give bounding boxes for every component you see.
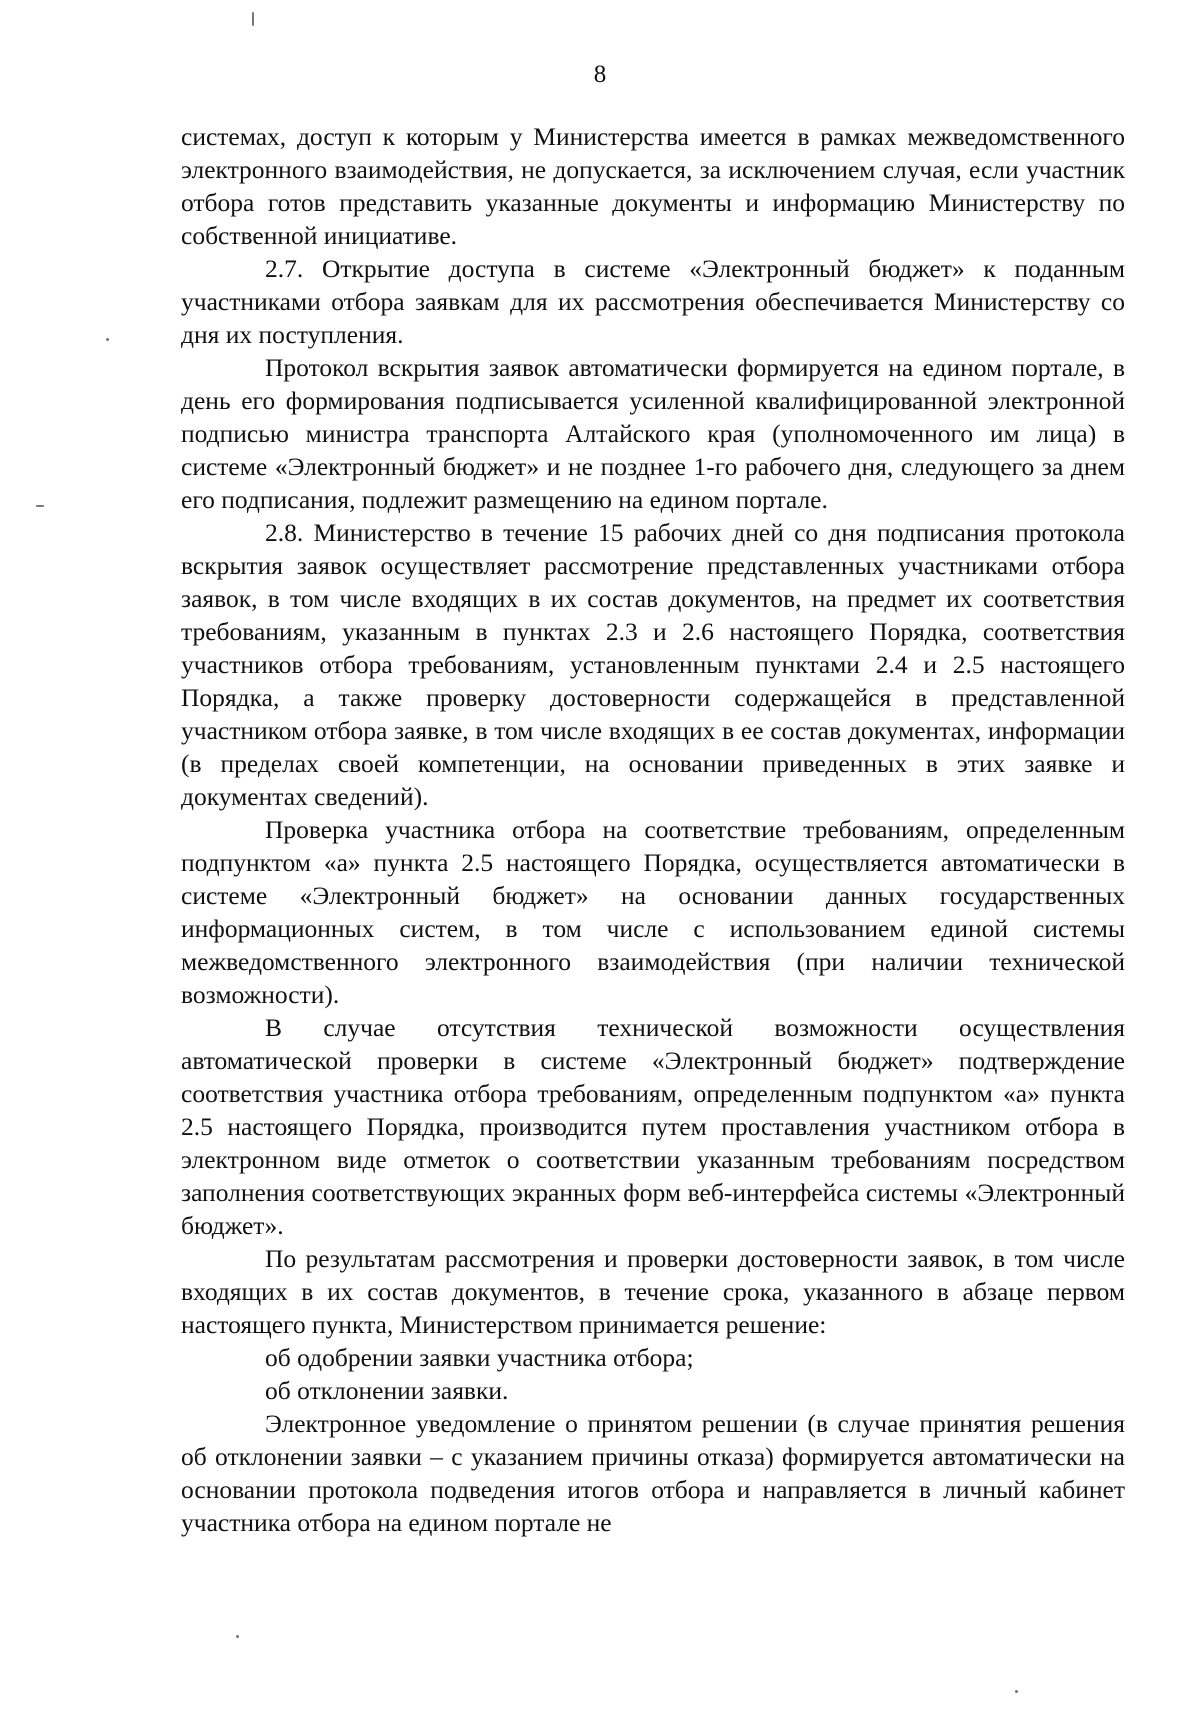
scan-speck bbox=[1015, 1690, 1018, 1693]
scan-speck bbox=[236, 1635, 239, 1638]
document-body bbox=[181, 120, 1125, 1539]
scan-speck bbox=[106, 338, 109, 341]
paragraph-notification: Электронное уведомление о принятом решении (в случае принятия решения об отклонении заявки – с указанием причины отказа) формируется автоматически на основании протокола подведения итогов отбора и направляется в личный кабинет участника отбора на едином портале не bbox=[181, 1409, 1125, 1537]
paragraph-verification: Проверка участника отбора на соответствие требованиям, определенным подпунктом «а» пункта 2.5 настоящего Порядка, осуществляется автоматически в системе «Электронный бюджет» на основании данных государственных информационных систем, в том числе с использованием единой системы межведомственного электронного взаимодействия (при наличии технической возможности). bbox=[181, 815, 1125, 1009]
scan-speck bbox=[36, 505, 44, 507]
scan-speck bbox=[252, 12, 254, 26]
page-number: 8 bbox=[593, 61, 607, 88]
decision-item-approve: об одобрении заявки участника отбора; bbox=[265, 1343, 694, 1372]
decision-item-reject: об отклонении заявки. bbox=[265, 1376, 509, 1405]
paragraph-continuation: системах, доступ к которым у Министерства имеется в рамках межведомственного электронного взаимодействия, не допускается, за исключением случая, если участник отбора готов представить указанные документы и информацию Министерству по собственной инициативе. bbox=[181, 122, 1125, 250]
paragraph-2-7: 2.7. Открытие доступа в системе «Электронный бюджет» к поданным участниками отбора заявкам для их рассмотрения обеспечивается Министерству со дня их поступления. bbox=[181, 254, 1125, 349]
paragraph-no-technical-possibility: В случае отсутствия технической возможности осуществления автоматической проверки в системе «Электронный бюджет» подтверждение соответствия участника отбора требованиям, определенным подпунктом «а» пункта 2.5 настоящего Порядка, производится путем проставления участником отбора в электронном виде отметок о соответствии указанным требованиям посредством заполнения соответствующих экранных форм веб-интерфейса системы «Электронный бюджет». bbox=[181, 1013, 1125, 1240]
paragraph-2-8: 2.8. Министерство в течение 15 рабочих дней со дня подписания протокола вскрытия заявок осуществляет рассмотрение представленных участниками отбора заявок, в том числе входящих в их состав документов, на предмет их соответствия требованиям, указанным в пунктах 2.3 и 2.6 настоящего Порядка, соответствия участников отбора требованиям, установленным пунктами 2.4 и 2.5 настоящего Порядка, а также проверку достоверности содержащейся в представленной участником отбора заявке, в том числе входящих в ее состав документах, информации (в пределах своей компетенции, на основании приведенных в этих заявке и документах сведений). bbox=[181, 518, 1125, 811]
paragraph-results: По результатам рассмотрения и проверки достоверности заявок, в том числе входящих в их состав документов, в течение срока, указанного в абзаце первом настоящего пункта, Министерством принимается решение: bbox=[181, 1244, 1125, 1339]
paragraph-protocol: Протокол вскрытия заявок автоматически формируется на едином портале, в день его формирования подписывается усиленной квалифицированной электронной подписью министра транспорта Алтайского края (уполномоченного им лица) в системе «Электронный бюджет» и не позднее 1-го рабочего дня, следующего за днем его подписания, подлежит размещению на едином портале. bbox=[181, 353, 1125, 514]
